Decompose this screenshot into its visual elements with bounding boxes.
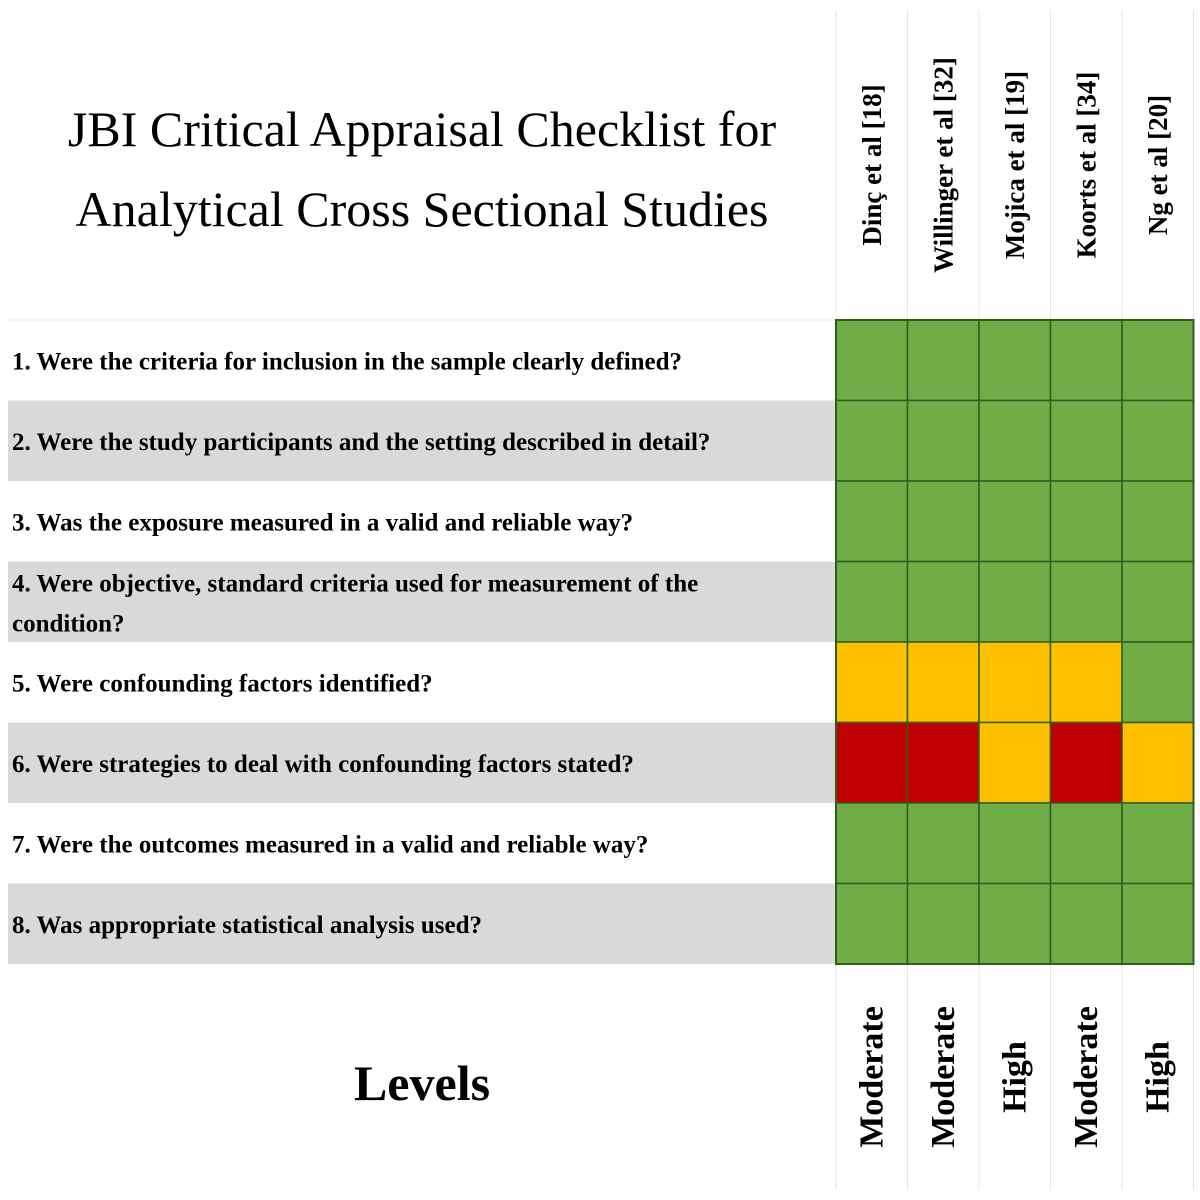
- rating-cell-green: [908, 884, 980, 965]
- level-label: High: [996, 1041, 1034, 1113]
- rating-cell-yellow: [979, 642, 1051, 723]
- rating-cell-green: [979, 884, 1051, 965]
- rating-cell-green: [908, 320, 980, 401]
- rating-cell-green: [1051, 803, 1123, 884]
- rating-cell-green: [1122, 320, 1194, 401]
- rating-cell-yellow: [908, 642, 980, 723]
- question-labels: [12, 348, 710, 939]
- rating-cell-green: [908, 562, 980, 643]
- rating-cell-green: [979, 562, 1051, 643]
- level-label: High: [1139, 1041, 1177, 1113]
- rating-cell-yellow: [979, 723, 1051, 804]
- rating-cell-green: [908, 401, 980, 482]
- rating-cell-green: [1122, 642, 1194, 723]
- rating-cell-green: [1122, 481, 1194, 562]
- rating-cell-green: [836, 481, 908, 562]
- rating-cell-green: [1051, 884, 1123, 965]
- rating-cell-green: [836, 884, 908, 965]
- question-label: 5. Were confounding factors identified?: [12, 670, 433, 698]
- rating-cell-yellow: [1122, 723, 1194, 804]
- level-label: Moderate: [924, 1006, 962, 1148]
- rating-cell-green: [979, 803, 1051, 884]
- question-label-line: condition?: [12, 610, 125, 638]
- level-labels: [853, 1006, 1176, 1148]
- rating-cell-green: [836, 562, 908, 643]
- rating-cells: [836, 320, 1194, 964]
- rating-cell-green: [836, 401, 908, 482]
- rating-cell-green: [1051, 320, 1123, 401]
- rating-cell-green: [1051, 481, 1123, 562]
- rating-cell-yellow: [1051, 642, 1123, 723]
- rating-cell-green: [1122, 401, 1194, 482]
- rating-cell-green: [979, 401, 1051, 482]
- study-labels: [857, 57, 1173, 273]
- study-label: Mojica et al [19]: [999, 70, 1030, 260]
- question-label: 7. Were the outcomes measured in a valid and reliable way?: [12, 831, 649, 859]
- rating-cell-green: [836, 320, 908, 401]
- chart-title-line-1: JBI Critical Appraisal Checklist for: [67, 101, 777, 157]
- question-label: 8. Was appropriate statistical analysis used?: [12, 911, 482, 939]
- rating-cell-yellow: [836, 642, 908, 723]
- question-label: 2. Were the study participants and the setting described in detail?: [12, 428, 711, 456]
- rating-cell-red: [1051, 723, 1123, 804]
- study-label: Willinger et al [32]: [928, 57, 959, 273]
- rating-cell-green: [1051, 562, 1123, 643]
- rating-cell-red: [836, 723, 908, 804]
- question-label-line: 4. Were objective, standard criteria used for measurement of the: [12, 570, 699, 598]
- levels-label: Levels: [353, 1055, 491, 1111]
- study-label: Koorts et al [34]: [1071, 71, 1102, 259]
- rating-cell-green: [1122, 562, 1194, 643]
- rating-cell-green: [1051, 401, 1123, 482]
- rating-cell-green: [1122, 884, 1194, 965]
- study-label: Ng et al [20]: [1142, 94, 1173, 236]
- rating-cell-green: [836, 803, 908, 884]
- rating-cell-red: [908, 723, 980, 804]
- question-label: 6. Were strategies to deal with confounding factors stated?: [12, 750, 634, 778]
- level-label: Moderate: [1067, 1006, 1105, 1148]
- rating-cell-green: [979, 481, 1051, 562]
- rating-cell-green: [979, 320, 1051, 401]
- rating-cell-green: [908, 481, 980, 562]
- level-label: Moderate: [853, 1006, 891, 1148]
- rating-cell-green: [908, 803, 980, 884]
- chart-title-line-2: Analytical Cross Sectional Studies: [75, 181, 769, 237]
- study-label: Dinç et al [18]: [856, 84, 887, 246]
- rating-cell-green: [1122, 803, 1194, 884]
- question-label: 3. Was the exposure measured in a valid and reliable way?: [12, 509, 634, 537]
- question-label: 1. Were the criteria for inclusion in the sample clearly defined?: [12, 348, 683, 376]
